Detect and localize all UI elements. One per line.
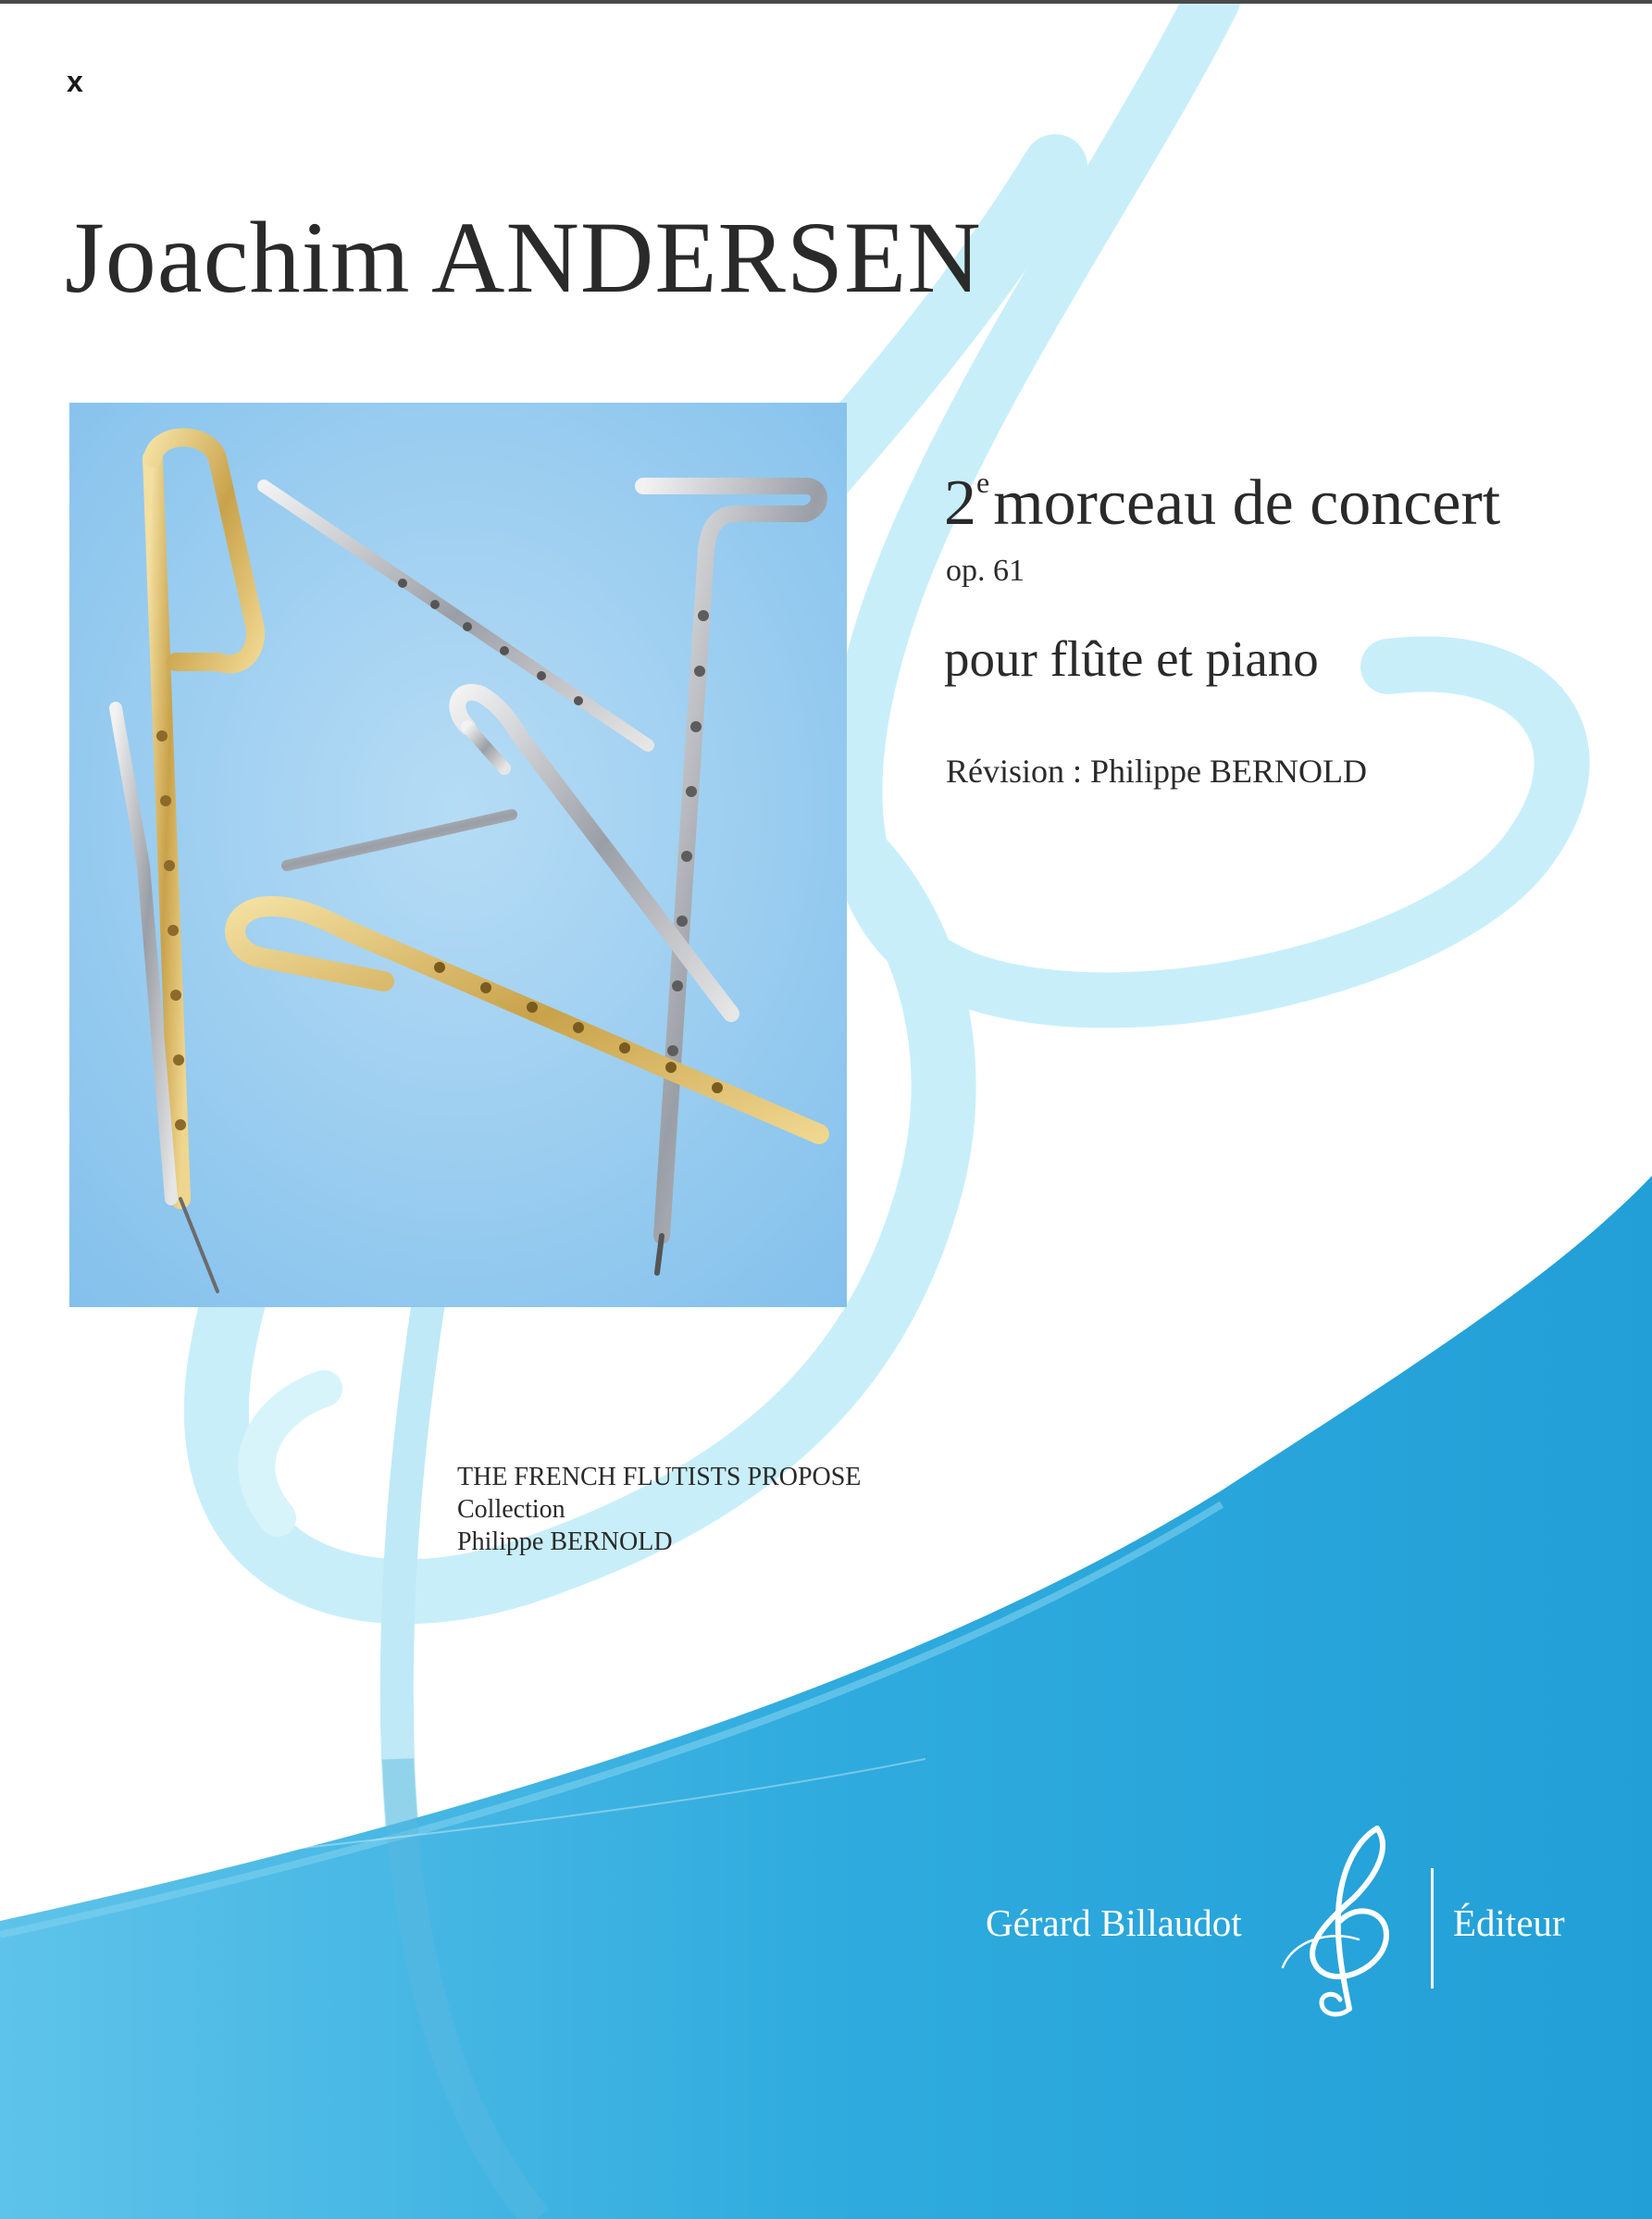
instrumentation: pour flûte et piano xyxy=(944,630,1319,687)
collection-series: THE FRENCH FLUTISTS PROPOSE xyxy=(457,1463,862,1491)
top-rule xyxy=(0,0,1652,4)
composer-name: Joachim ANDERSEN xyxy=(65,201,982,314)
publisher-name: Gérard Billaudot xyxy=(986,1901,1242,1944)
publisher-role: Éditeur xyxy=(1453,1901,1565,1944)
revision-credit: Révision : Philippe BERNOLD xyxy=(946,753,1368,790)
collection-block xyxy=(457,1461,861,1558)
collection-editor: Philippe BERNOLD xyxy=(457,1527,673,1556)
treble-clef-logo-icon xyxy=(1266,1810,1423,2023)
title-text: morceau de concert xyxy=(993,467,1501,539)
title-number: 2 xyxy=(944,467,976,539)
work-title xyxy=(944,466,1501,539)
publisher-divider xyxy=(1431,1868,1434,1988)
flutes-photo xyxy=(69,403,847,1307)
title-superscript: e xyxy=(976,466,990,499)
collection-label: Collection xyxy=(457,1495,565,1524)
cover-marker: x xyxy=(67,65,83,98)
opus-number: op. 61 xyxy=(946,554,1025,588)
